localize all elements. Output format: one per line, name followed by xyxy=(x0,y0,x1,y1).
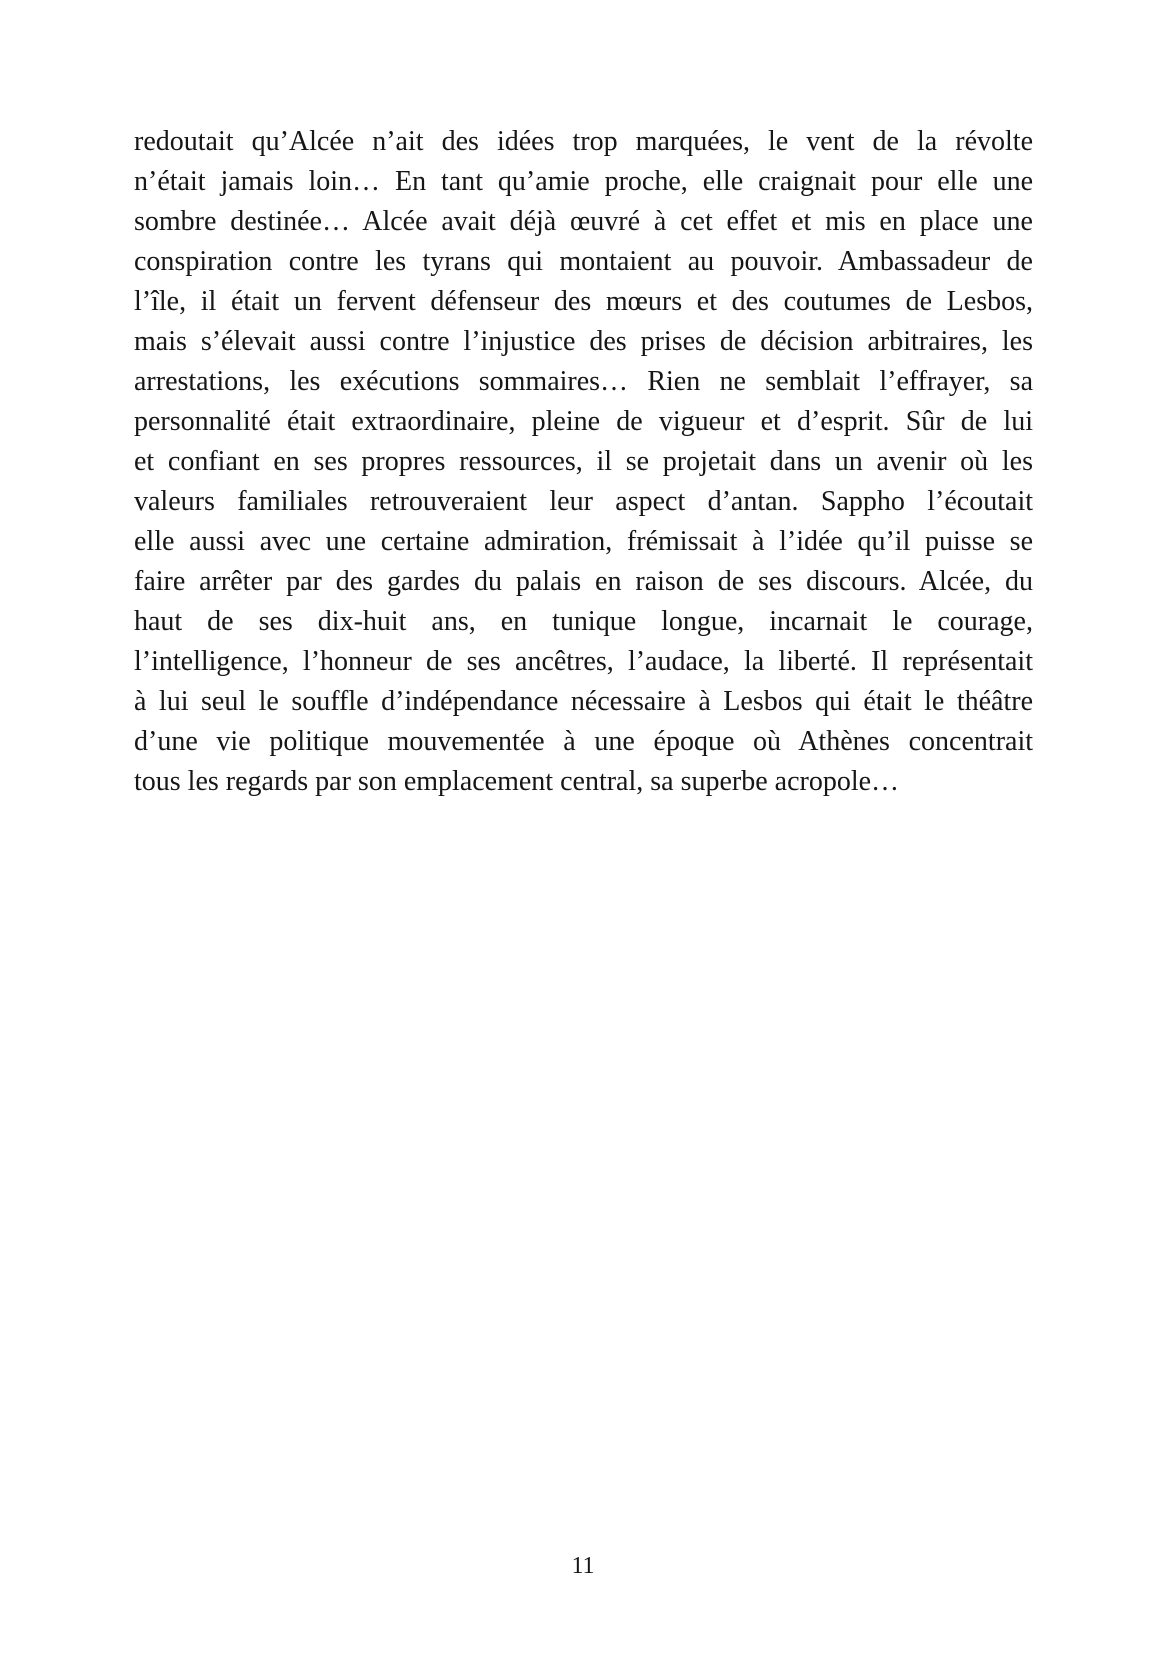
text-line: mais s’élevait aussi contre l’injustice des prises de décision arbitraires, les xyxy=(134,326,1033,357)
text-line: elle aussi avec une certaine admiration, frémissait à l’idée qu’il puisse se xyxy=(134,526,1033,557)
text-line: valeurs familiales retrouveraient leur aspect d’antan. Sappho l’écoutait xyxy=(134,486,1033,517)
text-line: arrestations, les exécutions sommaires… Rien ne semblait l’effrayer, sa xyxy=(134,366,1033,397)
text-line: et confiant en ses propres ressources, il se projetait dans un avenir où les xyxy=(134,446,1033,477)
text-line: sombre destinée… Alcée avait déjà œuvré à cet effet et mis en place une xyxy=(134,206,1033,237)
text-line: d’une vie politique mouvementée à une époque où Athènes concentrait xyxy=(134,726,1033,757)
text-line-last: tous les regards par son emplacement central, sa superbe acropole… xyxy=(134,766,900,797)
body-paragraph xyxy=(134,122,1033,802)
text-line: conspiration contre les tyrans qui montaient au pouvoir. Ambassadeur de xyxy=(134,246,1033,277)
text-line: l’île, il était un fervent défenseur des mœurs et des coutumes de Lesbos, xyxy=(134,286,1033,317)
page-number: 11 xyxy=(571,1553,595,1579)
text-line: à lui seul le souffle d’indépendance nécessaire à Lesbos qui était le théâtre xyxy=(134,686,1033,717)
text-line: n’était jamais loin… En tant qu’amie proche, elle craignait pour elle une xyxy=(134,166,1033,197)
text-line: redoutait qu’Alcée n’ait des idées trop marquées, le vent de la révolte xyxy=(134,126,1033,157)
text-line: faire arrêter par des gardes du palais en raison de ses discours. Alcée, du xyxy=(134,566,1033,597)
text-line: l’intelligence, l’honneur de ses ancêtres, l’audace, la liberté. Il représentait xyxy=(134,646,1033,677)
text-line: personnalité était extraordinaire, pleine de vigueur et d’esprit. Sûr de lui xyxy=(134,406,1033,437)
text-line: haut de ses dix-huit ans, en tunique longue, incarnait le courage, xyxy=(134,606,1033,637)
